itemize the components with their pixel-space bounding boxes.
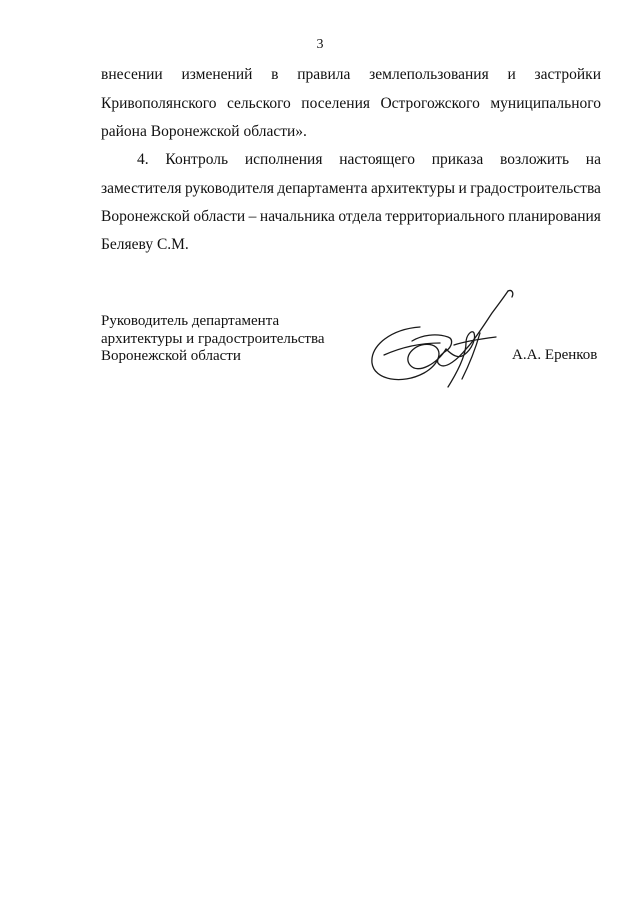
word: поселения [301,95,370,112]
position-line: архитектуры и градостроительства [101,330,325,347]
position-line: Воронежской области [101,348,241,364]
word: архитектуры [370,180,456,197]
body-line-7: Беляеву С.М. [101,236,189,253]
word: настоящего [339,151,415,168]
word: градостроительства [470,180,601,197]
word: муниципального [490,95,601,112]
word: внесении [101,66,163,83]
word: области [193,208,246,225]
word: отдела [338,208,382,225]
word: Кривополянского [101,95,217,112]
word: Острогожского [380,95,480,112]
body-line-4 [137,150,601,170]
word: на [585,151,601,168]
word: департамента [277,180,368,197]
body-line-1 [101,65,601,85]
word: начальника [259,208,335,225]
body-line-2 [101,94,601,114]
word: правила [297,66,351,83]
word: – [248,208,257,225]
handwritten-signature [362,285,522,395]
word: сельского [226,95,291,112]
body-line-3: района Воронежской области». [101,123,307,140]
body-line-5 [101,179,601,199]
word: в [271,66,279,83]
page-number: 3 [316,37,324,52]
position-line: Руководитель департамента [101,313,280,329]
word: руководителя [184,180,274,197]
word: планирования [508,208,601,225]
word: землепользования [369,66,489,83]
word: и [458,180,467,197]
body-line-6 [101,207,601,227]
signatory-position [101,313,324,366]
word: застройки [534,66,601,83]
word: приказа [431,151,484,168]
word: Воронежской [101,208,190,225]
word: территориального [385,208,505,225]
paragraph-number: 4. [137,151,149,168]
word: исполнения [244,151,323,168]
word: заместителя [101,180,182,197]
word: возложить [500,151,570,168]
word: изменений [181,66,253,83]
word: и [507,66,516,83]
signer-name: А.А. Еренков [512,347,598,363]
word: Контроль [165,151,229,168]
